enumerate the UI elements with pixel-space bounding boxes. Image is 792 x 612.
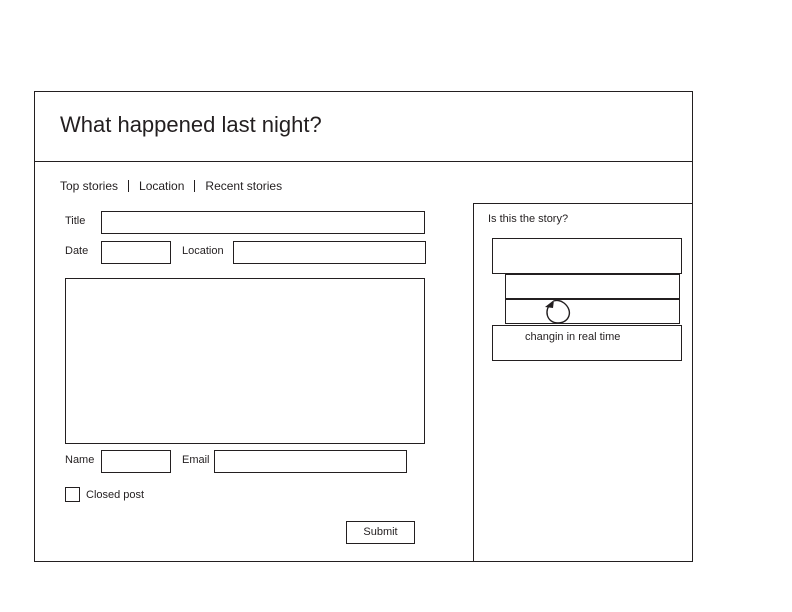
suggestion-card[interactable] <box>492 238 682 274</box>
sidebar-heading: Is this the story? <box>488 213 569 225</box>
title-input[interactable] <box>101 211 425 234</box>
title-label: Title <box>65 215 86 227</box>
top-nav <box>60 178 282 194</box>
submit-button[interactable]: Submit <box>346 521 415 544</box>
nav-location[interactable]: Location <box>139 179 185 193</box>
closed-post-checkbox[interactable] <box>65 487 80 502</box>
email-input[interactable] <box>214 450 407 473</box>
story-body-textarea[interactable] <box>65 278 425 444</box>
name-label: Name <box>65 454 95 466</box>
closed-post-label: Closed post <box>86 489 145 501</box>
page-title: What happened last night? <box>60 112 322 137</box>
name-input[interactable] <box>101 450 171 473</box>
location-label: Location <box>182 245 224 257</box>
header-divider <box>34 161 693 162</box>
location-input[interactable] <box>233 241 426 264</box>
suggestion-card[interactable] <box>505 299 680 324</box>
nav-separator <box>194 180 195 192</box>
nav-top-stories[interactable]: Top stories <box>60 179 119 193</box>
date-input[interactable] <box>101 241 171 264</box>
suggestion-card[interactable] <box>505 274 680 299</box>
date-label: Date <box>65 245 89 257</box>
refresh-cycle-icon <box>542 297 574 325</box>
nav-recent-stories[interactable]: Recent stories <box>205 179 283 193</box>
realtime-note: changin in real time <box>525 331 621 343</box>
nav-separator <box>128 180 129 192</box>
suggestion-card[interactable] <box>492 325 682 361</box>
email-label: Email <box>182 454 210 466</box>
